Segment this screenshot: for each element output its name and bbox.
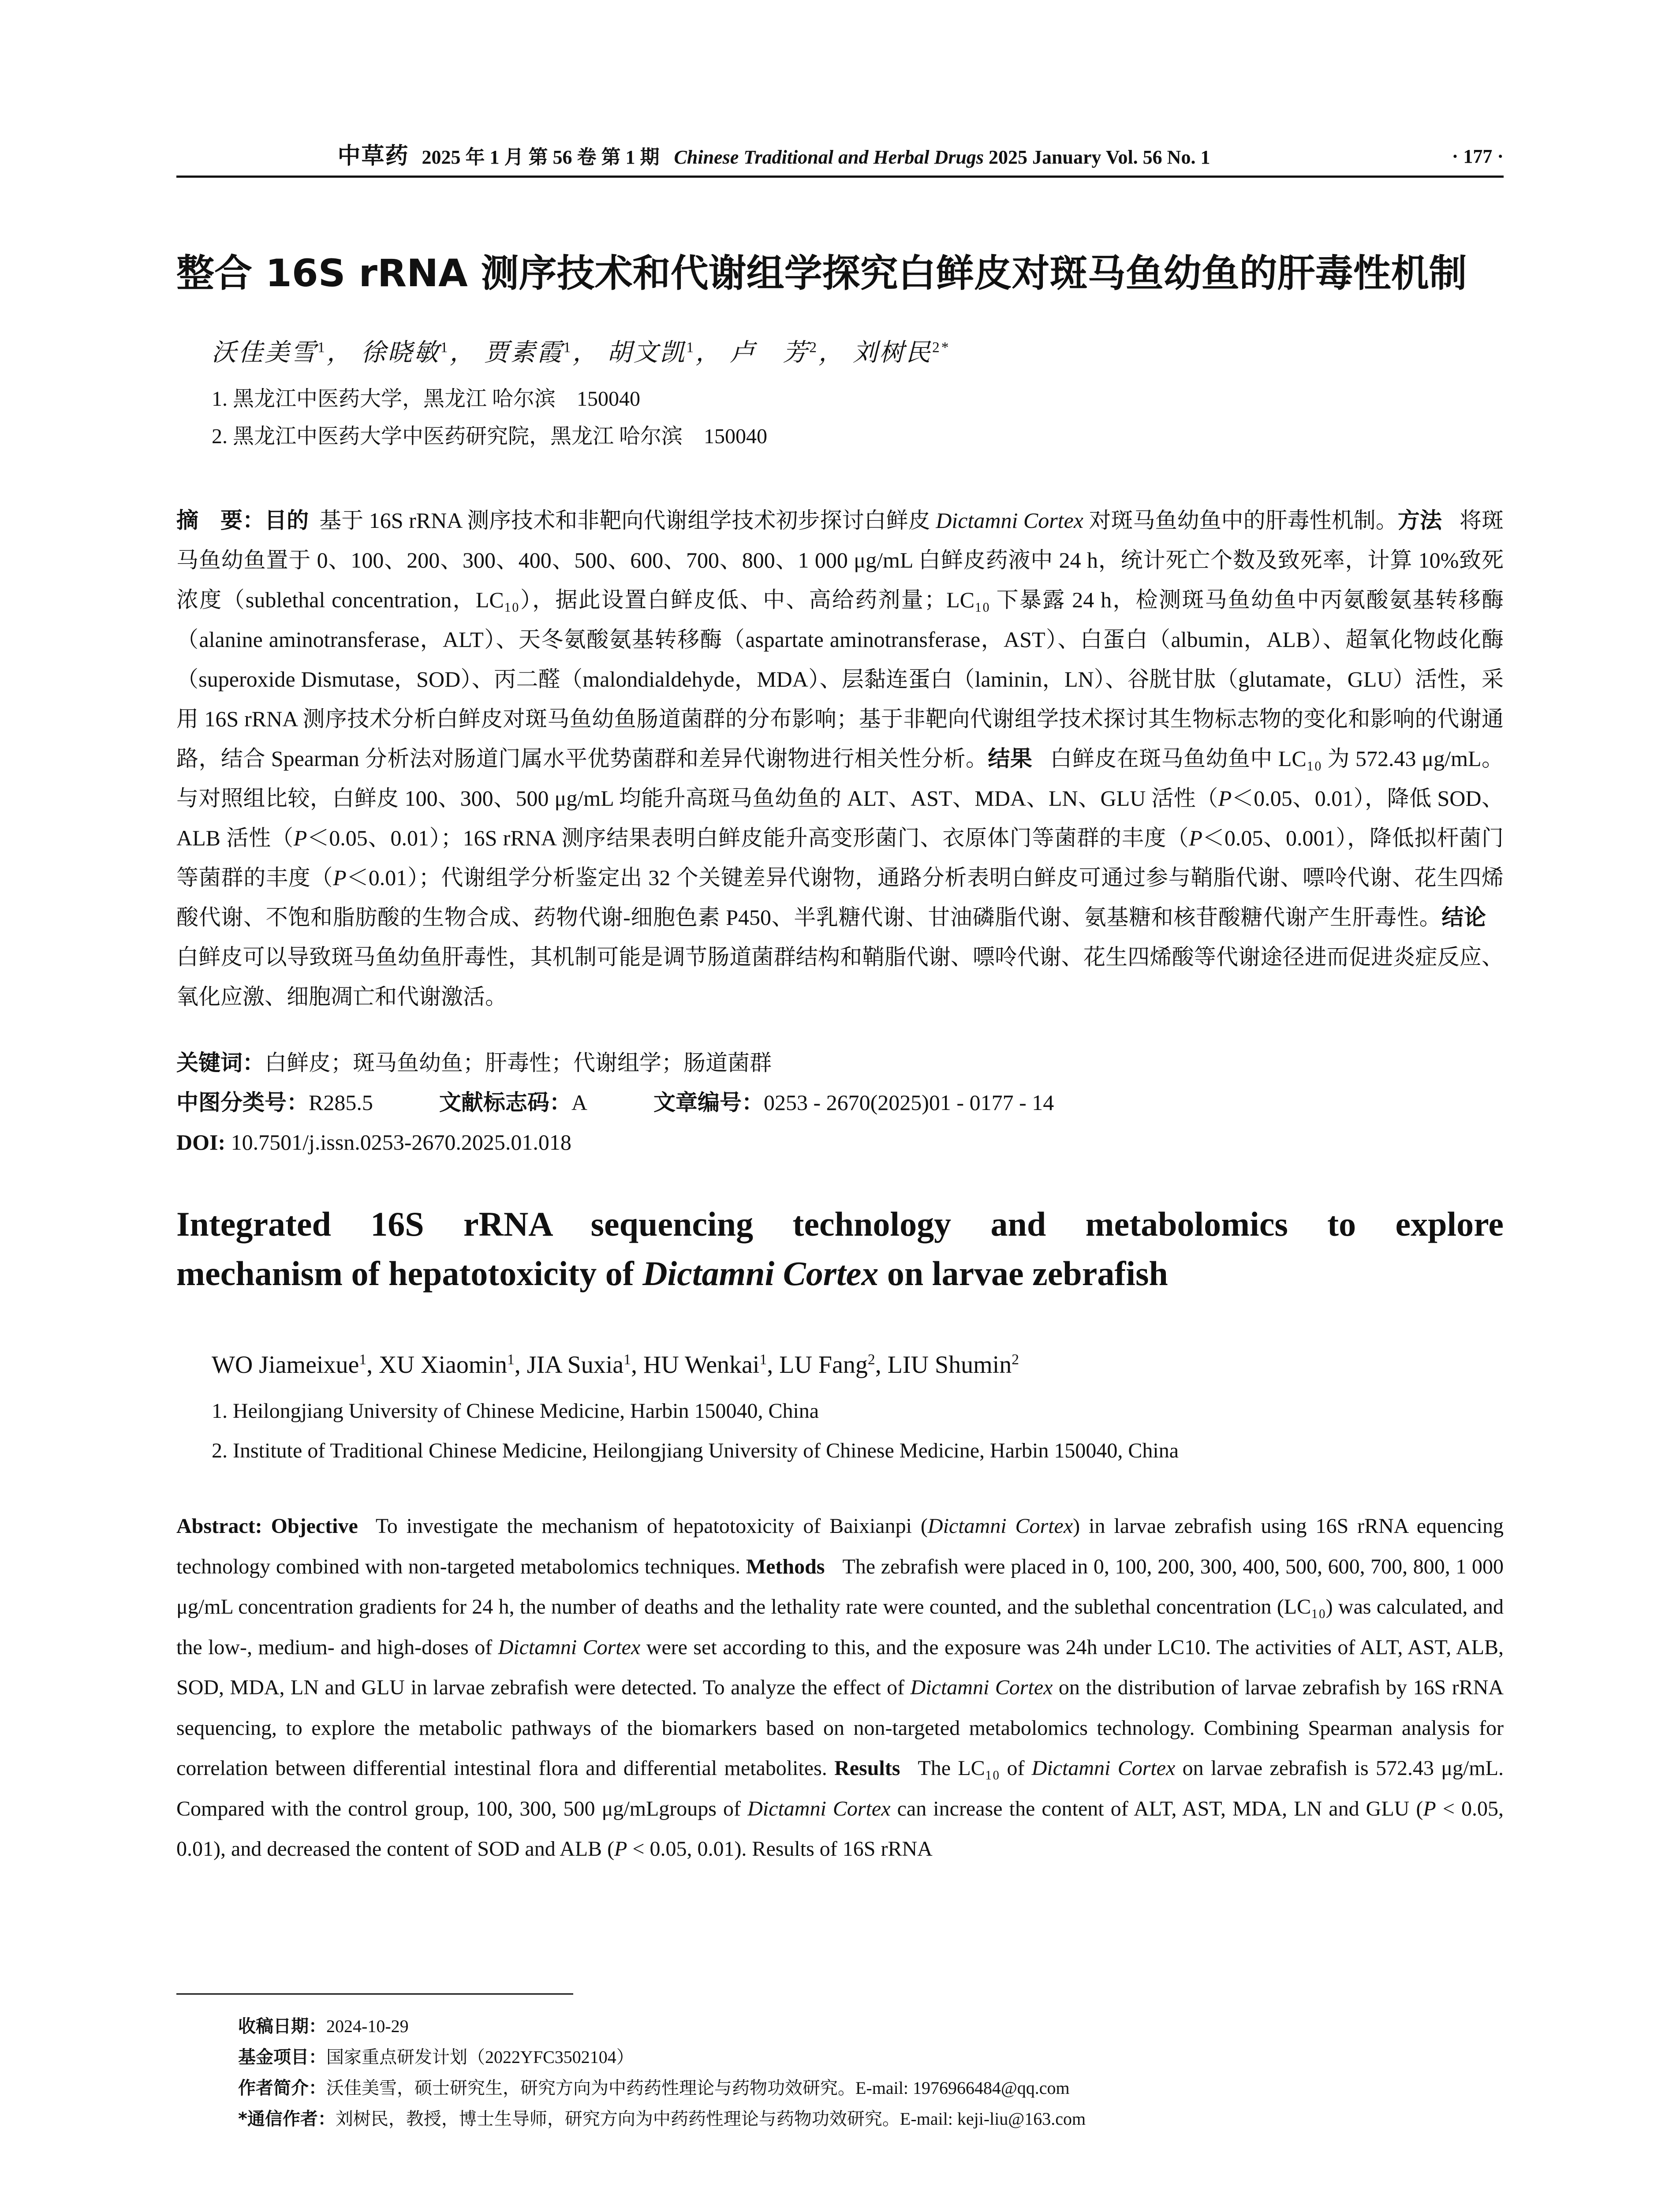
p-symbol: P [293, 826, 307, 850]
clc-value: R285.5 [309, 1090, 373, 1115]
cn-authors: 沃佳美雪$^1$， 徐晓敏$^1$， 贾素霞$^1$， 胡文凯$^1$， 卢 芳$^2$， 刘树民$^{2*}$ [212, 339, 951, 366]
author-name: HU Wenkai [643, 1351, 760, 1379]
conclusion-text: 白鲜皮可以导致斑马鱼幼鱼肝毒性，其机制可能是调节肠道菌群结构和鞘脂代谢、嘌呤代谢、花生四烯酸等代谢途径进而促进炎症反应、氧化应激、细胞凋亡和代谢激活。 [176, 945, 1504, 1009]
en-affiliation-1: 1. Heilongjiang University of Chinese Medicine, Harbin 150040, China [212, 1399, 819, 1423]
cn-title: 整合 16S rRNA 测序技术和代谢组学探究白鲜皮对斑马鱼幼鱼的肝毒性机制 [176, 251, 1467, 295]
author-name: 贾素霞 [484, 339, 564, 366]
p-symbol: P [614, 1837, 627, 1861]
latin-name: Dictamni Cortex [910, 1676, 1053, 1699]
header-rule [176, 176, 1504, 178]
article-number-label: 文章编号： [653, 1090, 764, 1115]
en-title-line2: on larvae zebrafish [878, 1254, 1168, 1293]
objective-text: 对斑马鱼幼鱼中的肝毒性机制。 [1083, 508, 1398, 533]
cn-affiliation-2: 2. 黑龙江中医药大学中医药研究院，黑龙江 哈尔滨 150040 [212, 425, 768, 448]
issue-cn: 2025 年 1 月 第 56 卷 第 1 期 [422, 146, 660, 168]
author-affiliation-mark: 2 [1012, 1351, 1019, 1368]
methods-text: were set according to this, and the exposure was 24h under LC10. The activities of ALT, AST, ALB, SOD, MDA, LN and GLU in larvae zebrafish were detected. To analyze the effect of [176, 1635, 1504, 1699]
keywords-text: 白鲜皮；斑马鱼幼鱼；肝毒性；代谢组学；肠道菌群 [265, 1050, 772, 1075]
p-symbol: P [1218, 786, 1232, 811]
en-title [176, 1200, 1504, 1298]
article-number-value: 0253 - 2670(2025)01 - 0177 - 14 [763, 1090, 1054, 1115]
doi [176, 1127, 571, 1158]
results-text: The LC₁₀ of [918, 1757, 1032, 1780]
author-name: 胡文凯 [607, 339, 687, 366]
results-text: on larvae zebrafish is 572.43 μg/mL. Compared with the control group, 100, 300, 500 μg/mLgroups of [176, 1757, 1504, 1820]
latin-name: Dictamni Cortex [1031, 1757, 1176, 1780]
objective-text: To investigate the mechanism of hepatotoxicity of Baixianpi ( [375, 1514, 928, 1538]
abstract-label: 摘 要：目的 [176, 508, 309, 533]
author-affiliation-mark: 1 [359, 1351, 367, 1368]
author-affiliation-mark: 2 [809, 339, 818, 356]
methods-text: The zebrafish were placed in 0, 100, 200, 300, 400, 500, 600, 700, 800, 1 000 μg/mL concentration gradients for 24 h, the number of deaths and the lethality rate were counted, and the sublethal concentration (LC₁₀) was calculated, and the low-, medium- and high-doses of [176, 1555, 1504, 1659]
page-number: · 177 · [1452, 146, 1504, 167]
results-label: 结果 [988, 746, 1033, 771]
author-affiliation-mark: 2* [932, 339, 951, 356]
journal-name-cn: 中草药 [337, 144, 409, 169]
latin-name: Dictamni Cortex [498, 1635, 641, 1659]
footnotes [238, 2011, 1086, 2134]
keywords-label: 关键词： [176, 1050, 265, 1076]
author-affiliation-mark: 1 [563, 339, 573, 356]
objective-text: ) in larvae zebrafish using 16S rRNA equencing technology combined with non-targeted metabolomics techniques. [176, 1514, 1504, 1578]
footnote-corresponding-author: *通信作者：刘树民，教授，博士生导师，研究方向为中药药性理论与药物功效研究。E-mail: keji-liu@163.com [238, 2109, 1086, 2129]
author-affiliation-mark: 1 [759, 1351, 767, 1368]
cn-affiliation-1: 1. 黑龙江中医药大学，黑龙江 哈尔滨 150040 [212, 387, 641, 411]
doc-code-label: 文献标志码： [439, 1090, 571, 1115]
author-name: 卢 芳 [730, 339, 810, 366]
results-text: ＜0.01）；代谢组学分析鉴定出 32 个关键差异代谢物，通路分析表明白鲜皮可通过参与鞘脂代谢、嘌呤代谢、花生四烯酸代谢、不饱和脂肪酸的生物合成、药物代谢-细胞色素 P450、半乳糖代谢、甘油磷脂代谢、氨基糖和核苷酸糖代谢产生肝毒性。 [176, 865, 1504, 930]
cn-abstract [176, 501, 1504, 1017]
footnote-funding: 基金项目：国家重点研发计划（2022YFC3502104） [238, 2047, 634, 2067]
doi-label: DOI: [176, 1130, 226, 1155]
issue-en: 2025 January Vol. 56 No. 1 [989, 146, 1210, 168]
results-text: < 0.05, 0.01). Results of 16S rRNA [627, 1837, 933, 1861]
en-affiliation-2: 2. Institute of Traditional Chinese Medicine, Heilongjiang University of Chinese Medicine, Harbin 150040, China [212, 1439, 1179, 1462]
results-text: ＜0.05、0.01）；16S rRNA 测序结果表明白鲜皮能升高变形菌门、衣原体门等菌群的丰度（ [307, 826, 1189, 850]
author-name: WO Jiameixue [212, 1351, 359, 1379]
en-authors: WO Jiameixue$^1$, XU Xiaomin$^1$, JIA Suxia$^1$, HU Wenkai$^1$, LU Fang$^2$, LIU Shumin$^2$ [212, 1351, 1019, 1379]
results-text: 白鲜皮在斑马鱼幼鱼中 LC₁₀ 为 572.43 μg/mL。与对照组比较，白鲜皮 100、300、500 μg/mL 均能升高斑马鱼幼鱼的 ALT、AST、MDA、LN、GLU 活性（ [176, 746, 1504, 811]
author-affiliation-mark: 1 [686, 339, 696, 356]
objective-text: 基于 16S rRNA 测序技术和非靶向代谢组学技术初步探讨白鲜皮 [319, 508, 936, 533]
author-name: XU Xiaomin [379, 1351, 507, 1379]
methods-label: Methods [746, 1555, 825, 1578]
author-name: LU Fang [779, 1351, 868, 1379]
author-affiliation-mark: 1 [440, 339, 450, 356]
p-symbol: P [1189, 826, 1202, 850]
doc-code-value: A [571, 1090, 587, 1115]
clc-label: 中图分类号： [176, 1090, 309, 1115]
results-label: Results [834, 1757, 900, 1780]
author-name: JIA Suxia [526, 1351, 624, 1379]
author-name: 徐晓敏 [361, 339, 441, 366]
p-symbol: P [1423, 1797, 1436, 1820]
author-name: 沃佳美雪 [212, 339, 317, 366]
keywords [176, 1047, 772, 1078]
conclusion-label: 结论 [1441, 904, 1486, 930]
methods-label: 方法 [1397, 508, 1442, 533]
author-affiliation-mark: 1 [507, 1351, 515, 1368]
latin-name: Dictamni Cortex [927, 1514, 1073, 1538]
latin-name: Dictamni Cortex [936, 508, 1083, 533]
author-name: LIU Shumin [887, 1351, 1012, 1379]
author-name: 刘树民 [852, 339, 932, 366]
abstract-label: Abstract: Objective [176, 1514, 358, 1538]
classification [176, 1087, 1120, 1118]
methods-text: 将斑马鱼幼鱼置于 0、100、200、300、400、500、600、700、800、1 000 μg/mL 白鲜皮药液中 24 h，统计死亡个数及致死率，计算 10%致死浓度（sublethal concentration，LC₁₀），据此设置白鲜皮低、中、高给药剂量；LC₁₀ 下暴露 24 h，检测斑马鱼幼鱼中丙氨酸氨基转移酶（alanine aminotransferase，ALT）、天冬氨酸氨基转移酶（aspartate aminotransferase，AST）、白蛋白（albumin，ALB）、超氧化物歧化酶（superoxide Dismutase，SOD）、丙二醛（malondialdehyde，MDA）、层黏连蛋白（laminin，LN）、谷胱甘肽（glutamate，GLU）活性，采用 16S rRNA 测序技术分析白鲜皮对斑马鱼幼鱼肠道菌群的分布影响；基于非靶向代谢组学技术探讨其生物标志物的变化和影响的代谢通路，结合 Spearman 分析法对肠道门属水平优势菌群和差异代谢物进行相关性分析。 [176, 508, 1504, 771]
running-head-center [176, 141, 1371, 173]
results-text: can increase the content of ALT, AST, MDA, LN and GLU ( [890, 1797, 1423, 1820]
journal-name-en: Chinese Traditional and Herbal Drugs [674, 146, 984, 168]
results-text: ＜0.05、0.001），降低拟杆菌门等菌群的丰度（ [176, 826, 1504, 890]
p-symbol: P [333, 865, 347, 890]
footnote-author-bio: 作者简介：沃佳美雪，硕士研究生，研究方向为中药药性理论与药物功效研究。E-mail: 1976966484@qq.com [238, 2078, 1070, 2098]
doi-value: 10.7501/j.issn.0253-2670.2025.01.018 [231, 1130, 571, 1155]
methods-text: on the distribution of larvae zebrafish by 16S rRNA sequencing, to explore the metabolic pathways of the biomarkers based on non-targeted metabolomics technology. Combining Spearman analysis for correlation between differential intestinal flora and differential metabolites. [176, 1676, 1504, 1780]
footnote-rule [176, 1993, 573, 1995]
latin-name: Dictamni Cortex [747, 1797, 891, 1820]
en-title-line2: mechanism of hepatotoxicity of [176, 1254, 643, 1293]
results-text: ＜0.05、0.01），降低 SOD、ALB 活性（ [176, 786, 1504, 850]
latin-name: Dictamni Cortex [642, 1254, 879, 1293]
en-title-line1: Integrated 16S rRNA sequencing technology and metabolomics to explore [176, 1205, 1504, 1243]
author-affiliation-mark: 1 [317, 339, 327, 356]
author-affiliation-mark: 2 [867, 1351, 875, 1368]
en-abstract [176, 1506, 1504, 1869]
footnote-received: 收稿日期：2024-10-29 [238, 2016, 409, 2037]
running-head [176, 141, 1504, 172]
results-text: < 0.05, 0.01), and decreased the content of SOD and ALB ( [176, 1797, 1504, 1861]
author-affiliation-mark: 1 [623, 1351, 631, 1368]
